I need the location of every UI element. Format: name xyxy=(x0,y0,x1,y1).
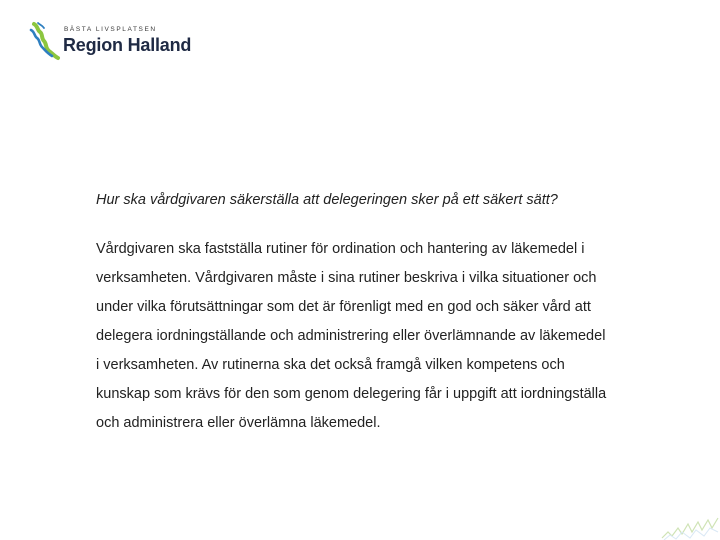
logo-tagline: BÄSTA LIVSPLATSEN xyxy=(64,26,157,33)
question-text: Hur ska vårdgivaren säkerställa att delegeringen sker på ett säkert sätt? xyxy=(96,192,558,208)
answer-line: under vilka förutsättningar som det är förenligt med en god och säker vård att xyxy=(96,299,591,315)
answer-line: Vårdgivaren ska fastställa rutiner för ordination och hantering av läkemedel i xyxy=(96,241,585,257)
logo-name: Region Halland xyxy=(63,35,192,55)
answer-line: kunskap som krävs för den som genom delegering får i uppgift att iordningställa xyxy=(96,386,607,402)
answer-line: delegera iordningställande och administrering eller överlämnande av läkemedel xyxy=(96,328,606,344)
corner-decoration xyxy=(660,510,720,540)
slide-content xyxy=(96,186,666,438)
answer-paragraph xyxy=(96,235,666,438)
answer-line: verksamheten. Vårdgivaren måste i sina rutiner beskriva i vilka situationer och xyxy=(96,270,597,286)
answer-line: och administrera eller överlämna läkemedel. xyxy=(96,415,381,431)
region-halland-logo xyxy=(28,20,192,66)
answer-line: i verksamheten. Av rutinerna ska det också framgå vilken kompetens och xyxy=(96,357,565,373)
halland-map-icon xyxy=(28,20,62,62)
